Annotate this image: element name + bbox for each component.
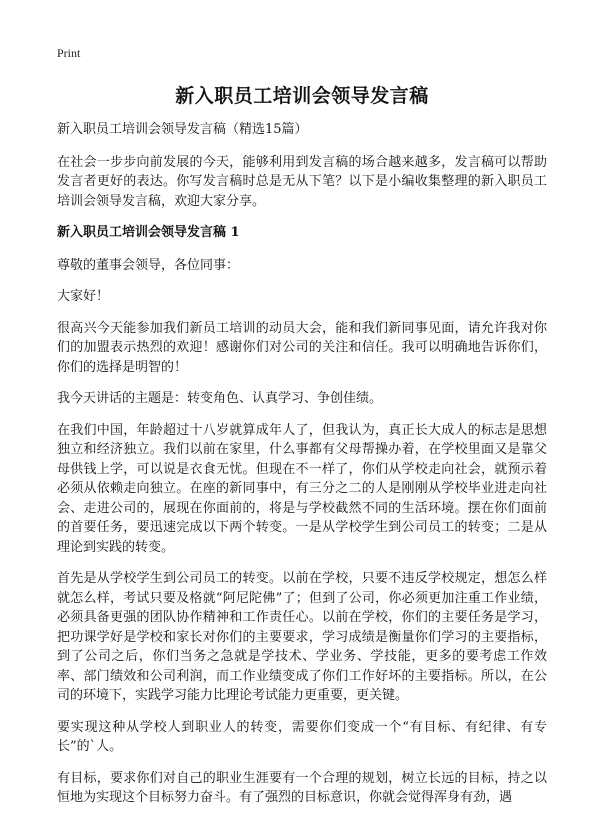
body-paragraph: 很高兴今天能参加我们新员工培训的动员大会，能和我们新同事见面，请允许我对你们的加盟表示热烈的欢迎！感谢你们对公司的关注和信任。我可以明确地告诉你们，你们的选择是明智的！ <box>57 320 547 375</box>
document-body <box>57 120 547 820</box>
section-heading: 新入职员工培训会领导发言稿 1 <box>57 225 240 240</box>
greeting: 大家好！ <box>57 289 110 304</box>
intro-paragraph: 在社会一步步向前发展的今天，能够利用到发言稿的场合越来越多，发言稿可以帮助发言者更好的表达。你写发言稿时总是无从下笔？以下是小编收集整理的新入职员工培训会领导发言稿，欢迎大家分享。 <box>57 154 547 209</box>
body-paragraph: 首先是从学校学生到公司员工的转变。以前在学校，只要不违反学校规定，想怎么样就怎么样，考试只要及格就“阿尼陀佛”了；但到了公司，你必须更加注重工作业绩，必须具备更强的团队协作精神和工作责任心。以前在学校，你们的主要任务是学习，把功课学好是学校和家长对你们的主要要求，学习成绩是衡量你们学习的主要指标，到了公司之后，你们当务之急就是学技术、学业务、学技能，更多的要考虑工作效率、部门绩效和公司利润，而工作业绩变成了你们工作好坏的主要指标。所以，在公司的环境下，实践学习能力比理论考试能力更重要，更关键。 <box>57 571 547 703</box>
salutation: 尊敬的董事会领导，各位同事： <box>57 257 240 273</box>
body-paragraph: 我今天讲话的主题是：转变角色、认真学习、争创佳绩。 <box>57 391 383 406</box>
body-paragraph: 有目标，要求你们对自己的职业生涯要有一个合理的规划，树立长远的目标，持之以恒地为实现这个目标努力奋斗。有了强烈的目标意识，你就会觉得浑身有劲，遇 <box>57 770 547 805</box>
body-paragraph: 在我们中国，年龄超过十八岁就算成年人了，但我认为，真正长大成人的标志是思想独立和经济独立。我们以前在家里，什么事都有父母帮操办着，在学校里面又是靠父母供钱上学，可以说是衣食无忧。但现在不一样了，你们从学校走向社会，就预示着必须从依赖走向独立。在座的新同事中，有三分之二的人是刚刚从学校毕业进走向社会、走进公司的，展现在你面前的，将是与学校截然不同的生活环境。摆在你们面前的首要任务，要迅速完成以下两个转变。一是从学校学生到公司员工的转变；二是从理论到实践的转变。 <box>57 422 547 555</box>
document-subtitle: 新入职员工培训会领导发言稿（精选15篇） <box>57 122 308 137</box>
body-paragraph: 要实现这种从学校人到职业人的转变，需要你们变成一个“有目标、有纪律、有专长”的`人。 <box>57 719 547 754</box>
print-link[interactable]: Print <box>57 46 81 60</box>
document-title: 新入职员工培训会领导发言稿 <box>175 85 429 107</box>
